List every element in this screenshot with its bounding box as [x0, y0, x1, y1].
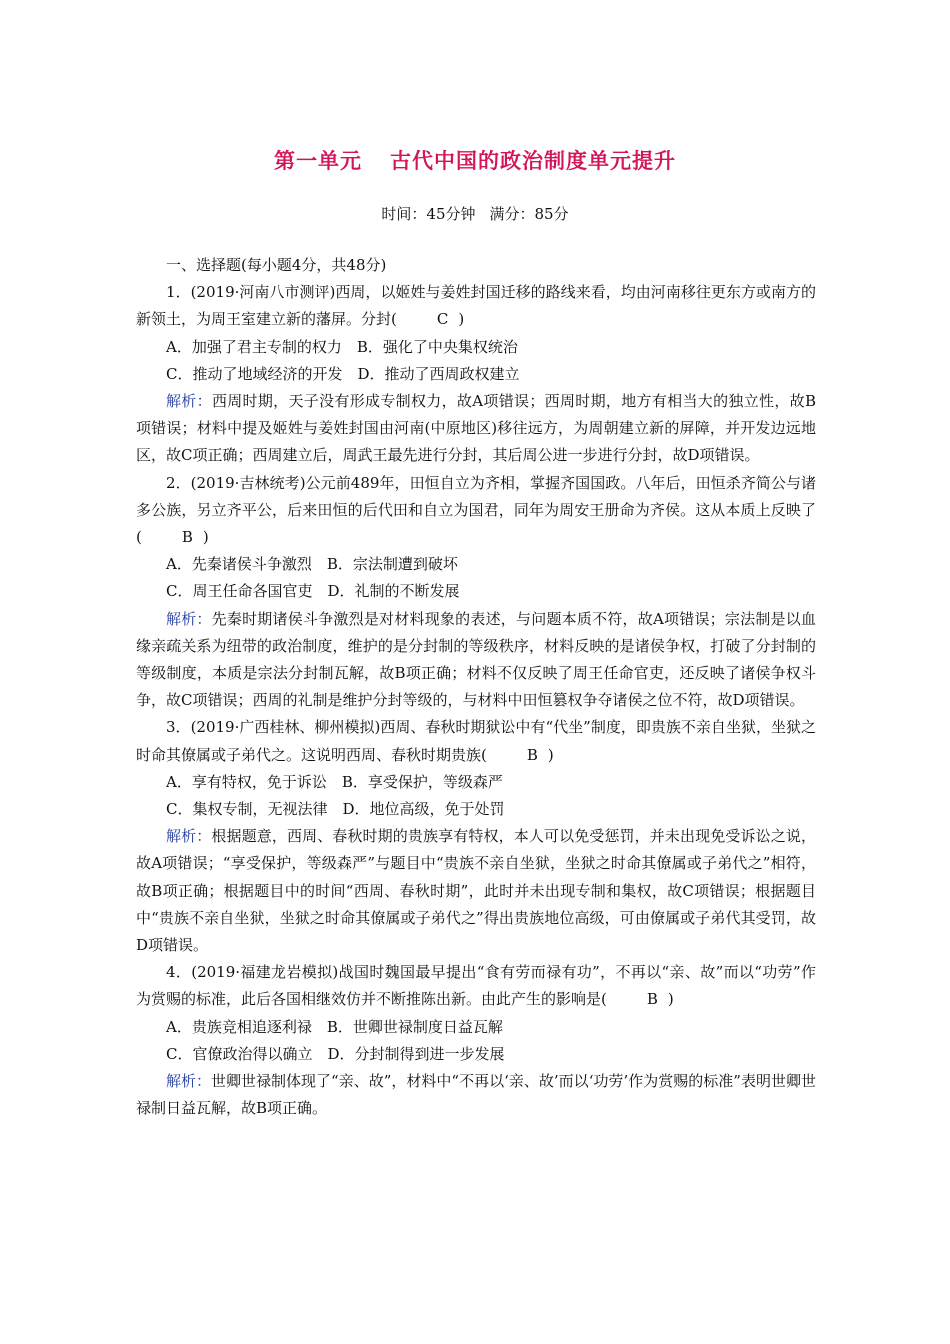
- question-body: [136, 252, 816, 1123]
- analysis-label: 解析：: [166, 1072, 212, 1091]
- page-title: [0, 145, 950, 175]
- exam-score: 满分：85分: [489, 205, 569, 223]
- stem-text: 1．(2019·河南八市测评)西周，以姬姓与姜姓封国迁移的路线来看，均由河南移往更东方或南方的新领土，为周王室建立新的藩屏。分封(: [136, 283, 816, 329]
- answer-letter: B: [646, 990, 658, 1009]
- title-topic: 古代中国的政治制度单元提升: [390, 149, 676, 173]
- analysis: [136, 606, 816, 715]
- option-line: C．推动了地域经济的开发 D．推动了西周政权建立: [166, 364, 520, 383]
- option-line: C．集权专制，无视法律 D．地位高级，免于处罚: [166, 800, 505, 819]
- analysis-text: 世卿世禄制体现了“亲、故”，材料中“不再以‘亲、故’而以‘功劳’作为赏赐的标准”表明世卿世禄制日益瓦解，故B项正确。: [136, 1072, 816, 1118]
- section-heading: 一、选择题(每小题4分，共48分): [166, 256, 387, 274]
- analysis-label: 解析：: [166, 827, 212, 846]
- exam-info: [0, 203, 950, 224]
- analysis-label: 解析：: [166, 392, 212, 411]
- question-stem: 4．(2019·福建龙岩模拟)战国时魏国最早提出“食有劳而禄有功”，不再以“亲、故”而以“功劳”作为赏赐的标准，此后各国相继效仿并不断推陈出新。由此产生的影响是( B ): [136, 959, 816, 1013]
- option-line: C．官僚政治得以确立 D．分封制得到进一步发展: [166, 1044, 505, 1063]
- question-stem: 2．(2019·吉林统考)公元前489年，田恒自立为齐相，掌握齐国国政。八年后，田恒杀齐简公与诸多公族，另立齐平公，后来田恒的后代田和自立为国君，同年为周安王册命为齐侯。这从本质上反映了( B ): [136, 470, 816, 552]
- stem-text: 3．(2019·广西桂林、柳州模拟)西周、春秋时期狱讼中有“代坐”制度，即贵族不亲自坐狱，坐狱之时命其僚属或子弟代之。这说明西周、春秋时期贵族(: [136, 718, 816, 764]
- analysis-label: 解析：: [166, 609, 212, 628]
- option-line: C．周王任命各国官吏 D．礼制的不断发展: [166, 582, 460, 601]
- option-line: A．先秦诸侯斗争激烈 B．宗法制遭到破坏: [166, 555, 458, 574]
- analysis: [136, 388, 816, 470]
- stem-text: 4．(2019·福建龙岩模拟)战国时魏国最早提出“食有劳而禄有功”，不再以“亲、故”而以“功劳”作为赏赐的标准，此后各国相继效仿并不断推陈出新。由此产生的影响是(: [136, 963, 816, 1009]
- title-unit: 第一单元: [274, 149, 362, 173]
- exam-time: 时间：45分钟: [381, 205, 476, 223]
- stem-text: 2．(2019·吉林统考)公元前489年，田恒自立为齐相，掌握齐国国政。八年后，田恒杀齐简公与诸多公族，另立齐平公，后来田恒的后代田和自立为国君，同年为周安王册命为齐侯。这从本质上反映了(: [136, 473, 816, 547]
- option-line: A．享有特权，免于诉讼 B．享受保护，等级森严: [166, 772, 503, 791]
- option-line: A．贵族竞相追逐利禄 B．世卿世禄制度日益瓦解: [166, 1017, 503, 1036]
- answer-letter: B: [526, 745, 538, 764]
- question-stem: 1．(2019·河南八市测评)西周，以姬姓与姜姓封国迁移的路线来看，均由河南移往更东方或南方的新领土，为周王室建立新的藩屏。分封( C ): [136, 279, 816, 333]
- analysis: [136, 823, 816, 959]
- analysis-text: 先秦时期诸侯斗争激烈是对材料现象的表述，与问题本质不符，故A项错误；宗法制是以血缘亲疏关系为纽带的政治制度，维护的是分封制的等级秩序，材料反映的是诸侯争权，打破了分封制的等级制度，本质是宗法分封制瓦解，故B项正确；材料不仅反映了周王任命官吏，还反映了诸侯争权斗争，故C项错误；西周的礼制是维护分封等级的，与材料中田恒篡权争夺诸侯之位不符，故D项错误。: [136, 609, 816, 710]
- answer-letter: C: [436, 310, 449, 329]
- analysis-text: 根据题意，西周、春秋时期的贵族享有特权，本人可以免受惩罚，并未出现免受诉讼之说，故A项错误；“享受保护，等级森严”与题目中“贵族不亲自坐狱，坐狱之时命其僚属或子弟代之”相符，故B项正确；根据题目中的时间“西周、春秋时期”，此时并未出现专制和集权，故C项错误；根据题目中“贵族不亲自坐狱，坐狱之时命其僚属或子弟代之”得出贵族地位高级，可由僚属或子弟代其受罚，故D项错误。: [136, 827, 816, 955]
- analysis-text: 西周时期，天子没有形成专制权力，故A项错误；西周时期，地方有相当大的独立性，故B项错误；材料中提及姬姓与姜姓封国由河南(中原地区)移往远方，为周朝建立新的屏障，并开发边远地区，故C项正确；西周建立后，周武王最先进行分封，其后周公进一步进行分封，故D项错误。: [136, 392, 816, 465]
- answer-letter: B: [181, 528, 193, 547]
- option-line: A．加强了君主专制的权力 B．强化了中央集权统治: [166, 337, 518, 356]
- question-stem: 3．(2019·广西桂林、柳州模拟)西周、春秋时期狱讼中有“代坐”制度，即贵族不亲自坐狱，坐狱之时命其僚属或子弟代之。这说明西周、春秋时期贵族( B ): [136, 714, 816, 768]
- analysis: [136, 1068, 816, 1122]
